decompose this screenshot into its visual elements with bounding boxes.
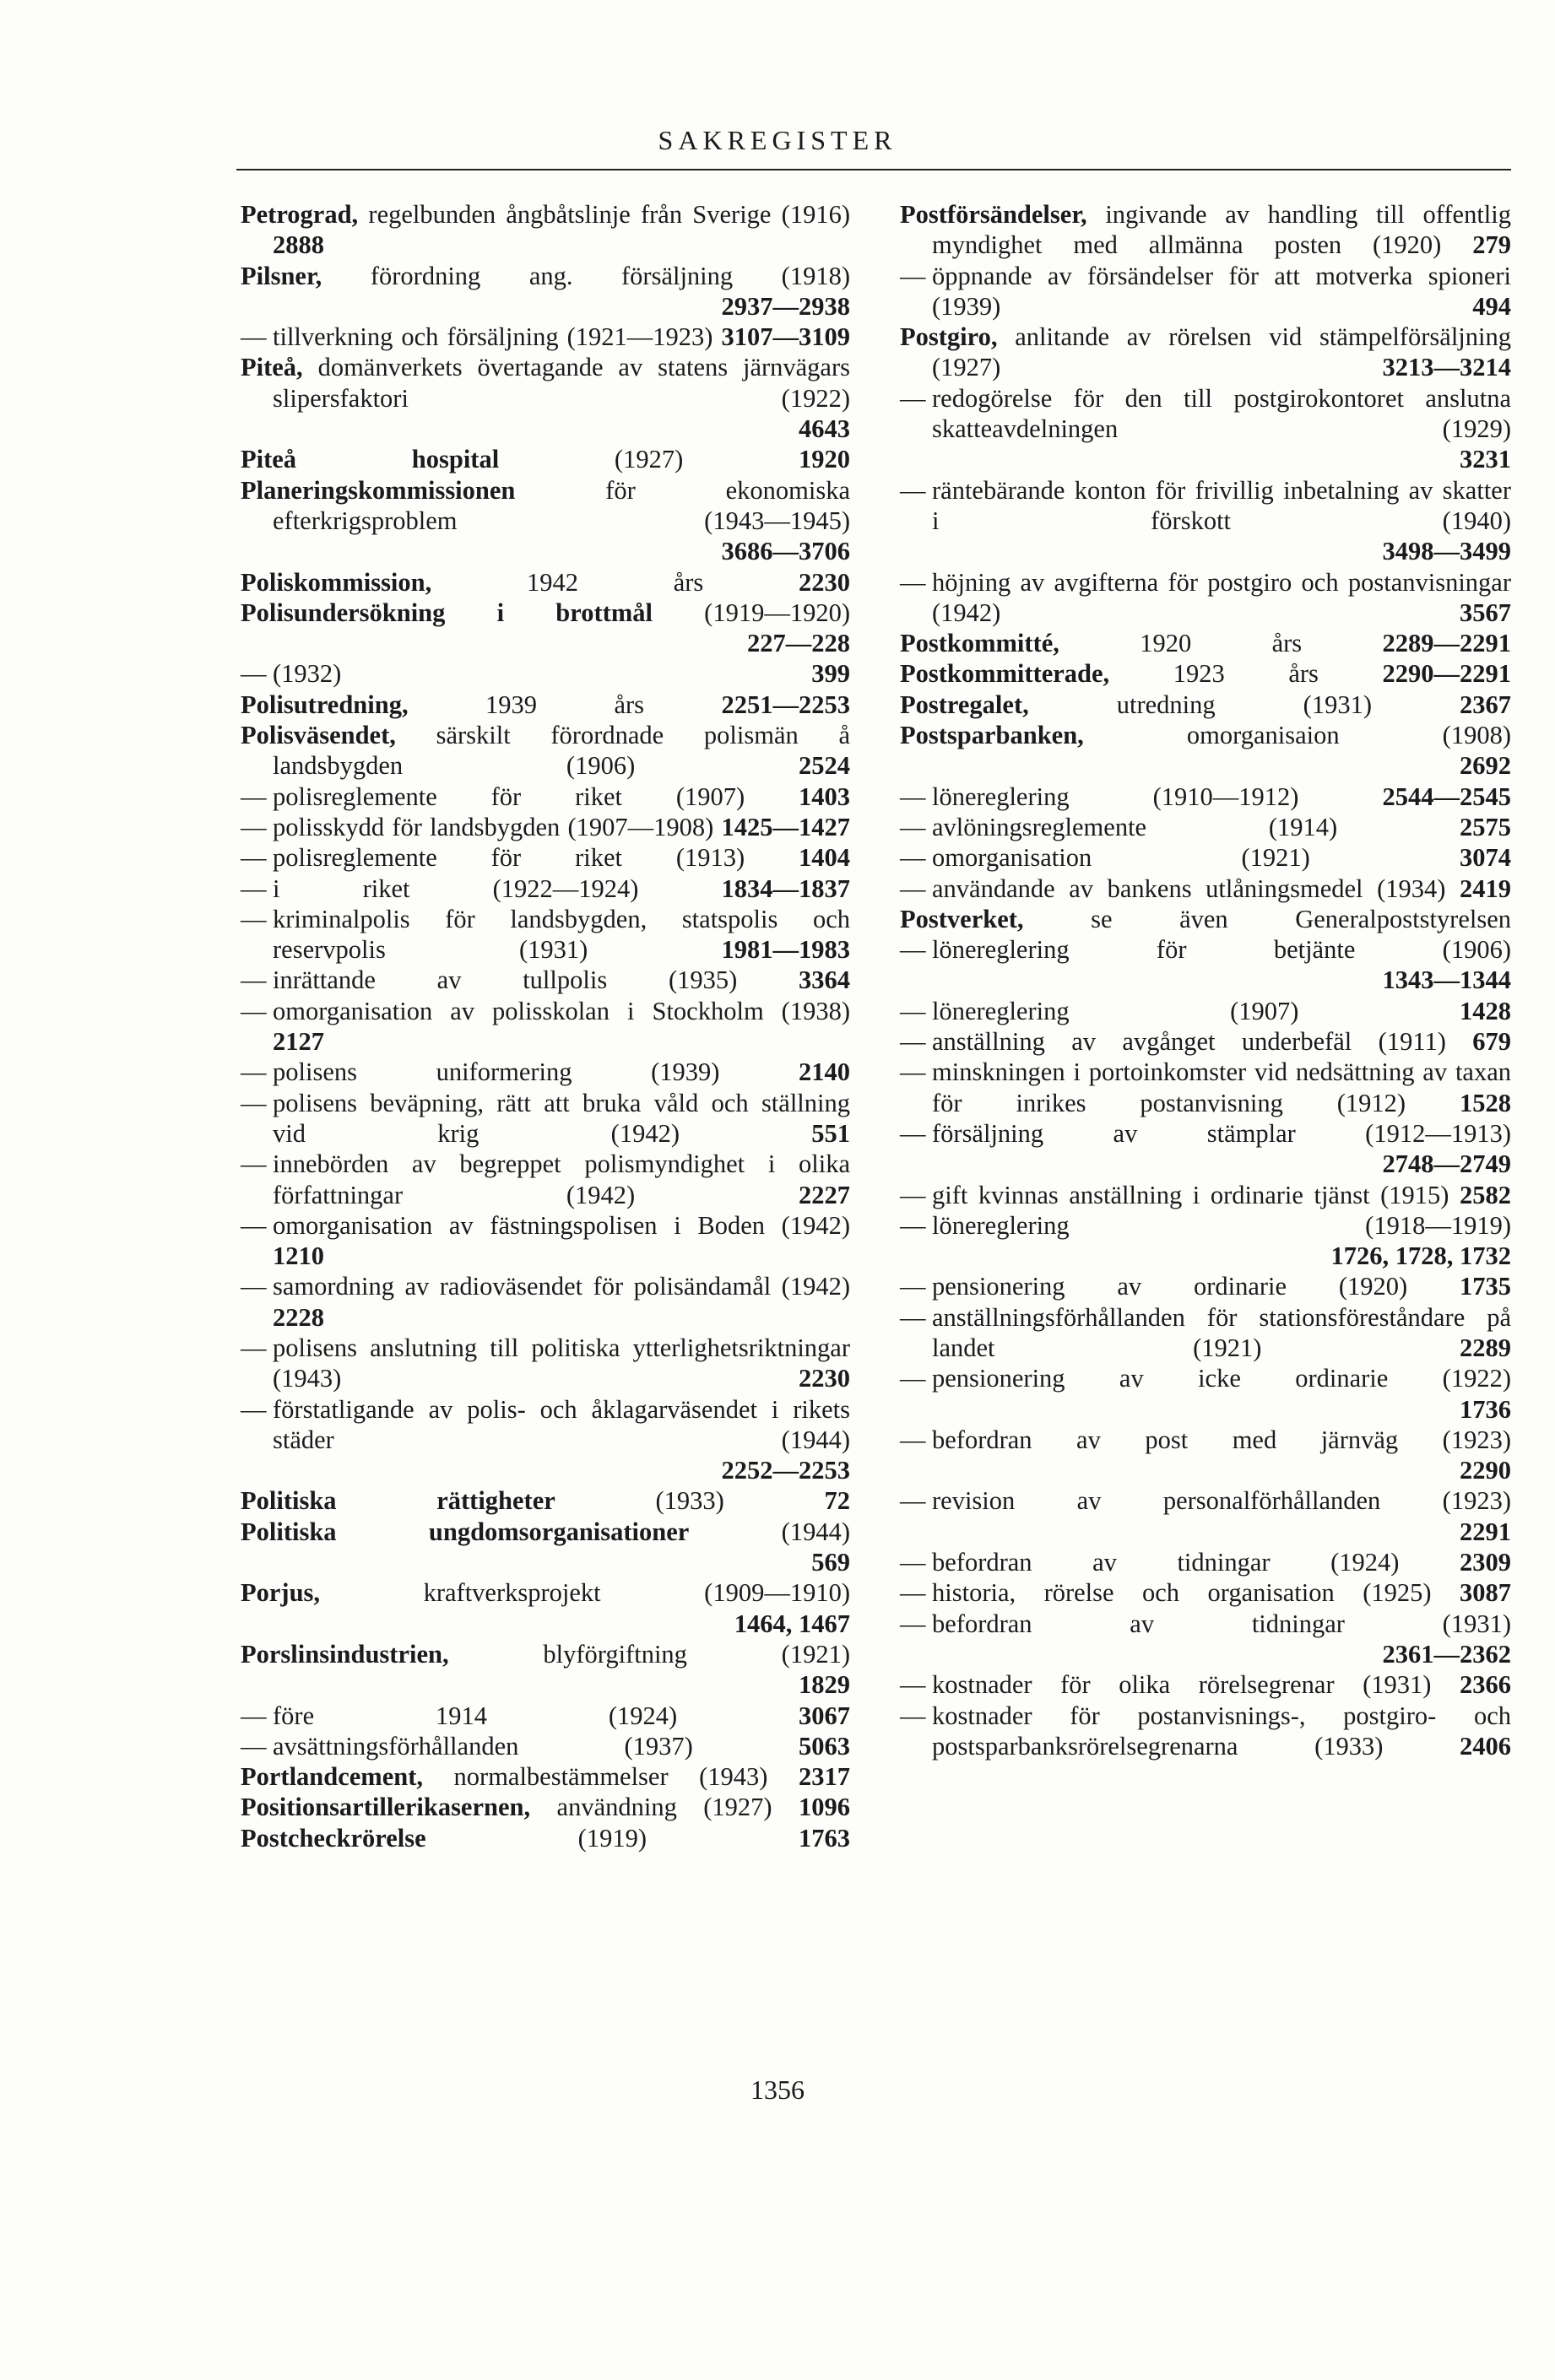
index-reference: 2228: [273, 1302, 324, 1332]
index-entry: [241, 567, 850, 598]
index-reference: 1735: [1460, 1272, 1511, 1301]
index-subentry: [900, 475, 1511, 537]
index-headword: Polisväsendet,: [241, 721, 396, 750]
index-entry-text: (1919—1920): [652, 598, 850, 627]
index-reference: 2140: [799, 1057, 850, 1087]
index-entry-text: anlitande av rörelsen vid stämpelförsäljning (1927): [932, 322, 1511, 382]
index-reference: 3087: [1460, 1578, 1511, 1608]
index-entry: [241, 1485, 850, 1516]
index-reference: 3067: [799, 1701, 850, 1730]
index-entry-text: polisskydd för landsbygden (1907—1908): [273, 812, 714, 841]
index-reference: 2937—2938: [721, 291, 850, 321]
index-reference: 2230: [799, 567, 850, 597]
index-reference: 1428: [1460, 996, 1511, 1025]
index-subentry: [900, 1180, 1511, 1210]
index-entry-text: se även Generalpoststyrelsen: [1023, 904, 1511, 933]
index-entry-text: avsättningsförhållanden (1937): [273, 1731, 693, 1761]
index-entry-text: (1932): [273, 659, 342, 689]
index-entry: [900, 720, 1511, 750]
index-entry-text: polisens anslutning till politiska ytterlighetsriktningar (1943): [273, 1333, 850, 1393]
index-subentry: [900, 1669, 1511, 1700]
index-entry: [241, 1761, 850, 1792]
index-entry-text: revision av personalförhållanden (1923): [932, 1486, 1511, 1516]
index-headword: Postkommitté,: [900, 629, 1059, 658]
index-entry-text: polisens beväpning, rätt att bruka våld och ställning vid krig (1942): [273, 1088, 850, 1148]
index-reference: 1834—1837: [721, 874, 850, 903]
index-subentry: [900, 1609, 1511, 1639]
index-headword: Planeringskommissionen: [241, 475, 516, 505]
index-reference: 1096: [799, 1793, 850, 1822]
index-reference: 2289—2291: [1382, 629, 1511, 658]
index-reference: 2309: [1460, 1548, 1511, 1577]
index-entry-text: (1919): [425, 1823, 647, 1853]
index-reference: 3074: [1460, 843, 1512, 873]
index-subentry: [241, 1394, 850, 1456]
index-reference: 3107—3109: [721, 322, 850, 352]
index-entry: [241, 261, 850, 291]
index-headword: Politiska rättigheter: [241, 1486, 555, 1516]
index-entry-text: anställningsförhållanden för stationsföreståndare på landet (1921): [932, 1302, 1511, 1362]
index-subentry: [241, 1210, 850, 1272]
index-subentry: [241, 904, 850, 966]
index-entry: [241, 1823, 850, 1853]
index-subentry: [900, 1701, 1511, 1762]
index-entry: [241, 1792, 850, 1822]
index-entry-text: omorganisation (1921): [932, 843, 1310, 873]
index-reference: 1528: [1460, 1088, 1511, 1117]
index-subentry: [900, 1057, 1511, 1118]
index-subentry: [241, 1333, 850, 1394]
index-entry-text: 1920 års: [1059, 629, 1303, 658]
index-reference: 2692: [1460, 751, 1511, 781]
index-headword: Politiska ungdomsorganisationer: [241, 1517, 690, 1546]
index-headword: Postcheckrörelse: [241, 1823, 426, 1853]
index-entry-text: omorganisation av fästningspolisen i Boden (1942): [273, 1210, 850, 1240]
index-subentry: [900, 1547, 1511, 1577]
index-entry: [241, 598, 850, 628]
index-entry: [241, 352, 850, 414]
index-entry-text: räntebärande konton för frivillig inbetalning av skatter i förskott (1940): [932, 475, 1511, 535]
index-reference: 679: [1472, 1027, 1511, 1057]
index-reference: 3567: [1460, 598, 1511, 627]
index-entry-text: innebörden av begreppet polismyndighet i olika författningar (1942): [273, 1149, 850, 1209]
index-subentry: [900, 1363, 1511, 1393]
index-entry-text: redogörelse för den till postgirokontoret anslutna skatteavdelningen (1929): [932, 383, 1511, 444]
index-entry-text: domänverkets övertagande av statens järnvägars slipersfaktori (1922): [273, 353, 850, 413]
index-column-left: [241, 199, 850, 1853]
index-reference: 2127: [273, 1027, 324, 1057]
index-subentry: [241, 1271, 850, 1333]
index-entry-text: regelbunden ångbåtslinje från Sverige (1916): [358, 200, 850, 229]
index-entry-text: (1933): [555, 1486, 724, 1516]
index-reference: 2524: [799, 751, 851, 781]
index-reference: 1829: [799, 1670, 850, 1700]
index-subentry: [900, 1577, 1511, 1608]
index-entry-text: lönereglering för betjänte (1906): [932, 935, 1511, 965]
index-entry-text: utredning (1931): [1028, 690, 1372, 719]
index-subentry: [241, 1057, 850, 1087]
index-subentry: [241, 874, 850, 904]
index-reference: 3364: [799, 966, 851, 995]
index-entry-text: kostnader för postanvisnings-, postgiro- och postsparbanksrörelsegrenarna (1933): [932, 1701, 1511, 1761]
index-subentry: [241, 996, 850, 1057]
index-subentry: [900, 261, 1511, 322]
index-entry: [241, 1577, 850, 1608]
index-reference: 1210: [273, 1241, 324, 1271]
index-subentry: [900, 842, 1511, 873]
index-entry-text: pensionering av ordinarie (1920): [932, 1272, 1408, 1301]
index-entry-text: gift kvinnas anställning i ordinarie tjänst (1915): [932, 1180, 1449, 1209]
index-subentry: [241, 965, 850, 995]
index-reference: 2419: [1460, 874, 1512, 903]
index-headword: Piteå hospital: [241, 445, 500, 474]
index-subentry: [900, 1425, 1511, 1455]
index-entry-text: pensionering av icke ordinarie (1922): [932, 1364, 1511, 1393]
index-reference: 1404: [799, 843, 850, 873]
index-entry-text: användning (1927): [530, 1793, 772, 1822]
index-subentry: [900, 1485, 1511, 1516]
index-entry-text: före 1914 (1924): [273, 1701, 678, 1730]
index-reference: 1425—1427: [721, 812, 851, 841]
index-entry-text: förordning ang. försäljning (1918): [322, 261, 850, 290]
index-subentry: [900, 1302, 1511, 1364]
index-subentry: [900, 567, 1511, 629]
index-entry-text: avlöningsreglemente (1914): [932, 812, 1338, 841]
index-headword: Postverket,: [900, 904, 1024, 933]
index-column-right: [900, 199, 1511, 1761]
index-reference: 1736: [1460, 1394, 1511, 1424]
index-reference: 2291: [1460, 1517, 1511, 1546]
index-reference: 2290: [1460, 1456, 1511, 1485]
index-entry-text: (1944): [689, 1517, 850, 1546]
index-entry: [900, 199, 1511, 261]
index-entry-text: inrättande av tullpolis (1935): [273, 966, 738, 995]
index-entry: [241, 720, 850, 782]
index-reference: 2230: [799, 1364, 850, 1393]
index-headword: Postkommitterade,: [900, 659, 1110, 689]
index-entry: [900, 690, 1511, 720]
index-entry-text: normalbestämmelser (1943): [423, 1762, 768, 1792]
index-headword: Poliskommission,: [241, 567, 432, 597]
index-headword: Piteå,: [241, 353, 303, 382]
index-reference: 2888: [273, 230, 324, 260]
index-entry-text: förstatligande av polis- och åklagarväsendet i rikets städer (1944): [273, 1394, 850, 1454]
index-entry-text: försäljning av stämplar (1912—1913): [932, 1118, 1511, 1148]
index-reference: 3231: [1460, 445, 1511, 474]
index-entry-text: polisreglemente för riket (1907): [273, 782, 745, 811]
index-reference: 551: [811, 1118, 851, 1148]
index-headword: Postregalet,: [900, 690, 1029, 719]
index-reference: 2748—2749: [1382, 1149, 1511, 1179]
index-subentry: [241, 1731, 850, 1761]
index-subentry: [241, 782, 850, 812]
index-entry: [900, 322, 1511, 383]
index-entry: [241, 444, 850, 474]
index-headword: Pilsner,: [241, 261, 322, 290]
index-subentry: [900, 934, 1511, 965]
index-entry-text: befordran av tidningar (1931): [932, 1609, 1511, 1638]
index-entry-text: befordran av tidningar (1924): [932, 1548, 1400, 1577]
index-reference: 72: [824, 1486, 850, 1516]
index-entry-text: för ekonomiska efterkrigsproblem (1943—1945): [273, 475, 850, 535]
index-reference: 1920: [799, 445, 850, 474]
index-reference: 399: [811, 659, 850, 689]
index-reference: 1981—1983: [721, 935, 851, 965]
index-entry-text: 1923 års: [1109, 659, 1319, 689]
index-reference: 2227: [799, 1180, 850, 1209]
index-reference: 2290—2291: [1382, 659, 1511, 689]
index-entry: [241, 475, 850, 537]
index-entry: [900, 658, 1511, 689]
index-entry-text: i riket (1922—1924): [273, 874, 639, 903]
index-reference: 2317: [799, 1762, 850, 1792]
index-subentry: [900, 1026, 1511, 1057]
index-headword: Porslinsindustrien,: [241, 1639, 449, 1669]
index-reference: 4643: [799, 414, 850, 444]
index-reference: 569: [811, 1548, 850, 1577]
index-entry-text: blyförgiftning (1921): [448, 1639, 850, 1669]
index-reference: 227—228: [747, 629, 850, 658]
index-headword: Postförsändelser,: [900, 200, 1087, 229]
index-reference: 279: [1472, 230, 1512, 260]
header-rule: [236, 169, 1511, 170]
index-headword: Porjus,: [241, 1578, 321, 1608]
index-reference: 2252—2253: [721, 1456, 850, 1485]
index-headword: Polisundersökning i brottmål: [241, 598, 653, 627]
index-entry-text: omorganisation av polisskolan i Stockholm (1938): [273, 996, 850, 1025]
index-reference: 1763: [799, 1823, 850, 1853]
index-entry: [900, 628, 1511, 658]
index-reference: 3498—3499: [1382, 537, 1511, 566]
index-reference: 494: [1472, 291, 1511, 321]
index-headword: Polisutredning,: [241, 690, 409, 719]
index-entry: [900, 904, 1511, 934]
index-entry-text: 1939 års: [408, 690, 645, 719]
index-subentry: [241, 322, 850, 352]
index-headword: Postgiro,: [900, 322, 998, 352]
index-entry-text: ingivande av handling till offentlig myndighet med allmänna posten (1920): [932, 200, 1511, 260]
index-reference: 2289: [1460, 1333, 1511, 1362]
index-entry-text: särskilt förordnade polismän å landsbygden (1906): [273, 721, 850, 781]
index-entry: [241, 690, 850, 720]
index-entry-text: samordning av radioväsendet för polisändamål (1942): [273, 1272, 850, 1301]
index-reference: 1464, 1467: [734, 1609, 850, 1638]
index-entry: [241, 199, 850, 261]
index-subentry: [900, 383, 1511, 445]
index-subentry: [241, 1088, 850, 1149]
index-entry-text: lönereglering (1907): [932, 996, 1299, 1025]
index-reference: 2366: [1460, 1670, 1512, 1700]
index-entry-text: öppnande av försändelser för att motverka spioneri (1939): [932, 261, 1511, 321]
index-subentry: [241, 1149, 850, 1210]
index-reference: 2251—2253: [721, 690, 850, 719]
index-subentry: [900, 1118, 1511, 1149]
index-reference: 2544—2545: [1382, 782, 1511, 811]
index-entry-text: minskningen i portoinkomster vid nedsättning av taxan för inrikes postanvisning (1912): [932, 1057, 1511, 1117]
index-entry: [241, 1639, 850, 1669]
index-reference: 3213—3214: [1382, 353, 1511, 382]
index-entry-text: 1942 års: [431, 567, 704, 597]
index-reference: 2367: [1460, 690, 1511, 719]
page-header: SAKREGISTER: [658, 125, 897, 155]
index-subentry: [900, 812, 1511, 842]
index-reference: 2575: [1460, 812, 1511, 841]
index-entry-text: tillverkning och försäljning (1921—1923): [273, 322, 713, 352]
index-reference: 1403: [799, 782, 850, 811]
index-entry-text: höjning av avgifterna för postgiro och postanvisningar (1942): [932, 567, 1511, 627]
index-entry-text: kraftverksprojekt (1909—1910): [320, 1578, 850, 1608]
index-reference: 5063: [799, 1731, 851, 1761]
index-entry-text: användande av bankens utlåningsmedel (1934): [932, 874, 1446, 903]
index-entry-text: lönereglering (1910—1912): [932, 782, 1299, 811]
index-entry-text: befordran av post med järnväg (1923): [932, 1425, 1511, 1454]
index-reference: 1343—1344: [1382, 966, 1511, 995]
index-subentry: [241, 842, 850, 873]
index-subentry: [900, 1210, 1511, 1241]
index-entry-text: kriminalpolis för landsbygden, statspolis och reservpolis (1931): [273, 904, 850, 965]
index-subentry: [241, 658, 850, 689]
index-reference: 2406: [1460, 1731, 1511, 1761]
index-entry: [241, 1517, 850, 1547]
index-subentry: [900, 996, 1511, 1026]
index-entry-text: historia, rörelse och organisation (1925): [932, 1578, 1432, 1608]
index-entry-text: lönereglering (1918—1919): [932, 1210, 1511, 1240]
index-entry-text: polisreglemente för riket (1913): [273, 843, 745, 873]
index-headword: Portlandcement,: [241, 1762, 423, 1792]
index-entry-text: (1927): [499, 445, 684, 474]
index-reference: 3686—3706: [721, 537, 850, 566]
index-entry-text: kostnader för olika rörelsegrenar (1931): [932, 1670, 1432, 1700]
index-reference: 2361—2362: [1382, 1639, 1511, 1669]
index-subentry: [900, 874, 1511, 904]
index-subentry: [241, 1701, 850, 1731]
index-entry-text: anställning av avgånget underbefäl (1911): [932, 1027, 1446, 1057]
index-reference: 2582: [1460, 1180, 1512, 1209]
index-subentry: [900, 1271, 1511, 1301]
index-headword: Postsparbanken,: [900, 721, 1084, 750]
index-subentry: [241, 812, 850, 842]
index-subentry: [900, 782, 1511, 812]
index-entry-text: polisens uniformering (1939): [273, 1057, 720, 1087]
page-number: 1356: [750, 2074, 805, 2105]
index-entry-text: omorganisaion (1908): [1083, 721, 1511, 750]
index-reference: 1726, 1728, 1732: [1330, 1241, 1511, 1271]
index-headword: Petrograd,: [241, 200, 359, 229]
index-headword: Positionsartillerikasernen,: [241, 1793, 531, 1822]
